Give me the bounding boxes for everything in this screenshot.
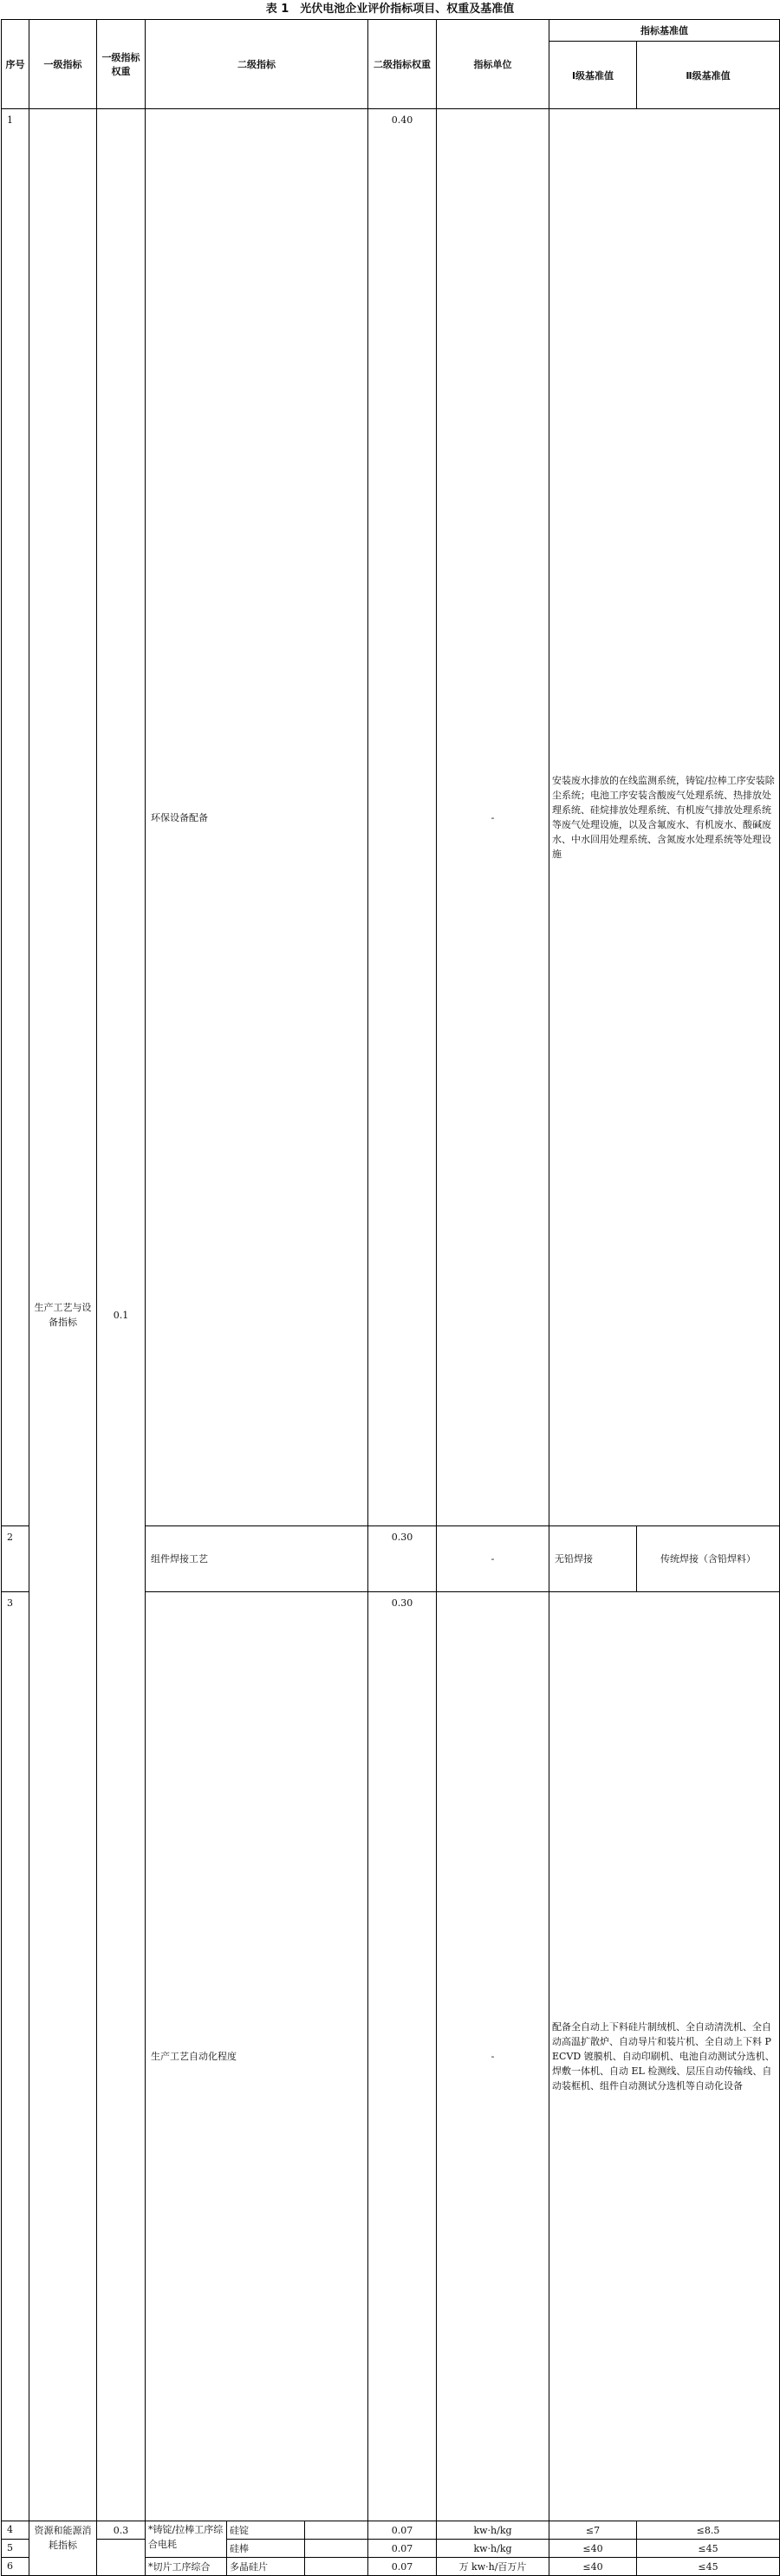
table-title: 表 1 光伏电池企业评价指标项目、权重及基准值	[265, 3, 515, 16]
indicator-unit: kw·h/kg	[437, 2521, 549, 2540]
indicator-unit: 万 kw·h/百万片	[437, 2558, 549, 2576]
indicator-weight: 0.40	[368, 109, 437, 1526]
header-grade2: Ⅱ级基准值	[637, 42, 780, 109]
header-benchmark: 指标基准值	[549, 20, 780, 42]
header-level2-weight: 二级指标权重	[368, 20, 437, 109]
indicator-name: 生产工艺自动化程度	[146, 1592, 368, 2521]
benchmark-grade2: ≤45	[637, 2540, 780, 2558]
benchmark-grade1: ≤40	[549, 2540, 637, 2558]
indicator-name: 组件焊接工艺	[146, 1526, 368, 1592]
indicator-weight: 0.30	[368, 1592, 437, 2521]
header-grade1: Ⅰ级基准值	[549, 42, 637, 109]
indicator-weight: 0.07	[368, 2521, 437, 2540]
group-weight: 0.1	[97, 109, 146, 2521]
row-no: 2	[2, 1526, 29, 1592]
row-no: 4	[2, 2521, 29, 2540]
benchmark-grade1: ≤40	[549, 2558, 637, 2576]
indicator-unit: -	[437, 1526, 549, 1592]
indicator-weight: 0.07	[368, 2540, 437, 2558]
header-level1-weight: 一级指标权重	[97, 20, 146, 109]
indicator-name: 环保设备配备	[146, 109, 368, 1526]
indicator-sub: 多晶硅片	[227, 2558, 305, 2576]
indicator-unit: -	[437, 109, 549, 1526]
row-no: 1	[2, 109, 29, 1526]
header-unit: 指标单位	[437, 20, 549, 109]
header-no: 序号	[2, 20, 29, 109]
indicator-name: *铸锭/拉棒工序综合电耗	[146, 2521, 227, 2558]
indicator-unit: -	[437, 1592, 549, 2521]
indicator-weight: 0.30	[368, 1526, 437, 1592]
benchmark-grade23: 传统焊接（含铅焊料）	[637, 1526, 780, 1592]
benchmark-grade2: ≤8.5	[637, 2521, 780, 2540]
indicator-table	[1, 19, 780, 2576]
indicator-unit: kw·h/kg	[437, 2540, 549, 2558]
table-row	[2, 2540, 780, 2558]
group-name: 资源和能源消耗指标	[29, 2521, 97, 2576]
row-no: 5	[2, 2540, 29, 2558]
row-no: 6	[2, 2558, 29, 2576]
benchmark-grade12: 配备全自动上下料硅片制绒机、全自动清洗机、全自动高温扩散炉、自动导片和装片机、全自动上下料 PECVD 镀膜机、自动印刷机、电池自动测试分选机、焊敷一体机、自动 EL 检测线、层压自动传输线、自动装框机、组件自动测试分选机等自动化设备	[549, 1592, 780, 2521]
benchmark-grade1: 无铅焊接	[549, 1526, 637, 1592]
table-row	[2, 2521, 780, 2540]
header-level1: 一级指标	[29, 20, 97, 109]
table-row	[2, 109, 780, 1526]
group-name: 生产工艺与设备指标	[29, 109, 97, 2521]
group-weight: 0.3	[97, 2521, 146, 2540]
benchmark-grade2: ≤45	[637, 2558, 780, 2576]
header-level2: 二级指标	[146, 20, 368, 109]
row-no: 3	[2, 1592, 29, 2521]
benchmark-grade1: ≤7	[549, 2521, 637, 2540]
table-row	[2, 2558, 780, 2576]
indicator-sub: 硅锭	[227, 2521, 305, 2540]
header-row-1	[2, 20, 780, 42]
indicator-sub: 硅棒	[227, 2540, 305, 2558]
benchmark-grade12: 安装废水排放的在线监测系统，铸锭/拉棒工序安装除尘系统；电池工序安装含酸废气处理系统、热排放处理系统、硅烷排放处理系统、有机废气排放处理系统等废气处理设施，以及含氟废水、有机废水、酸碱废水、中水回用处理系统、含氮废水处理系统等处理设施	[549, 109, 780, 1526]
indicator-weight: 0.07	[368, 2558, 437, 2576]
indicator-name: *切片工序综合	[146, 2558, 227, 2576]
